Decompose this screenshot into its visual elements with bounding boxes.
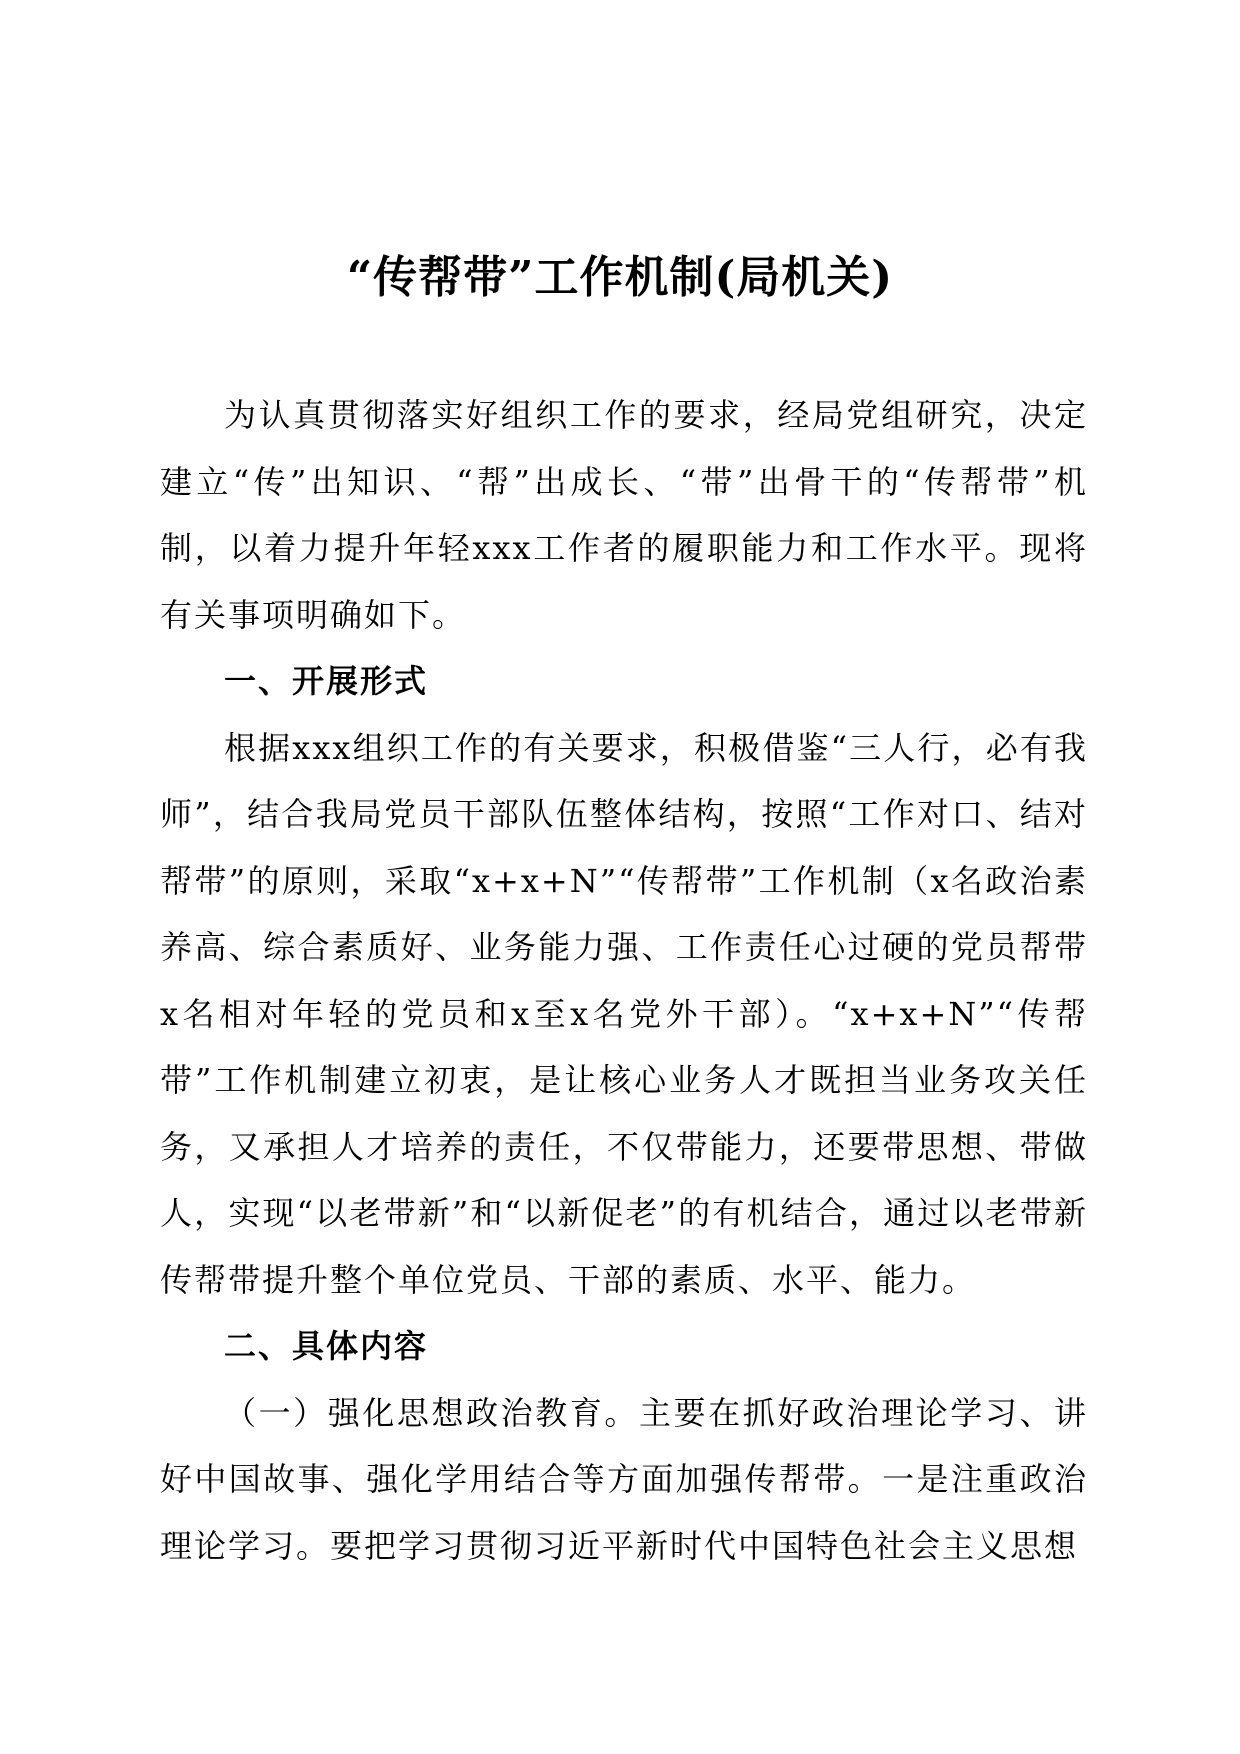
section-heading-2: 二、具体内容	[224, 1327, 429, 1365]
section-1-paragraph: 根据xxx组织工作的有关要求，积极借鉴“三人行，必有我师”，结合我局党员干部队伍整体结构，按照“工作对口、结对帮带”的原则，采取“x+x+N”“传帮带”工作机制（x名政治素养高、综合素质好、业务能力强、工作责任心过硬的党员帮带x名相对年轻的党员和x至x名党外干部）。“x+x+N”“传帮带”工作机制建立初衷，是让核心业务人才既担当业务攻关任务，又承担人才培养的责任，不仅带能力，还要带思想、带做人，实现“以老带新”和“以新促老”的有机结合，通过以老带新传帮带提升整个单位党员、干部的素质、水平、能力。	[160, 728, 1088, 1299]
section-2-paragraph: （一）强化思想政治教育。主要在抓好政治理论学习、讲好中国故事、强化学用结合等方面加强传帮带。一是注重政治理论学习。要把学习贯彻习近平新时代中国特色社会主义思想	[160, 1393, 1088, 1565]
document-body	[160, 382, 1088, 1579]
intro-paragraph: 为认真贯彻落实好组织工作的要求，经局党组研究，决定建立“传”出知识、“帮”出成长、“带”出骨干的“传帮带”机制，以着力提升年轻xxx工作者的履职能力和工作水平。现将有关事项明确如下。	[160, 396, 1088, 634]
document-title: “传帮带”工作机制(局机关)	[346, 252, 894, 303]
section-heading-1: 一、开展形式	[224, 662, 429, 700]
